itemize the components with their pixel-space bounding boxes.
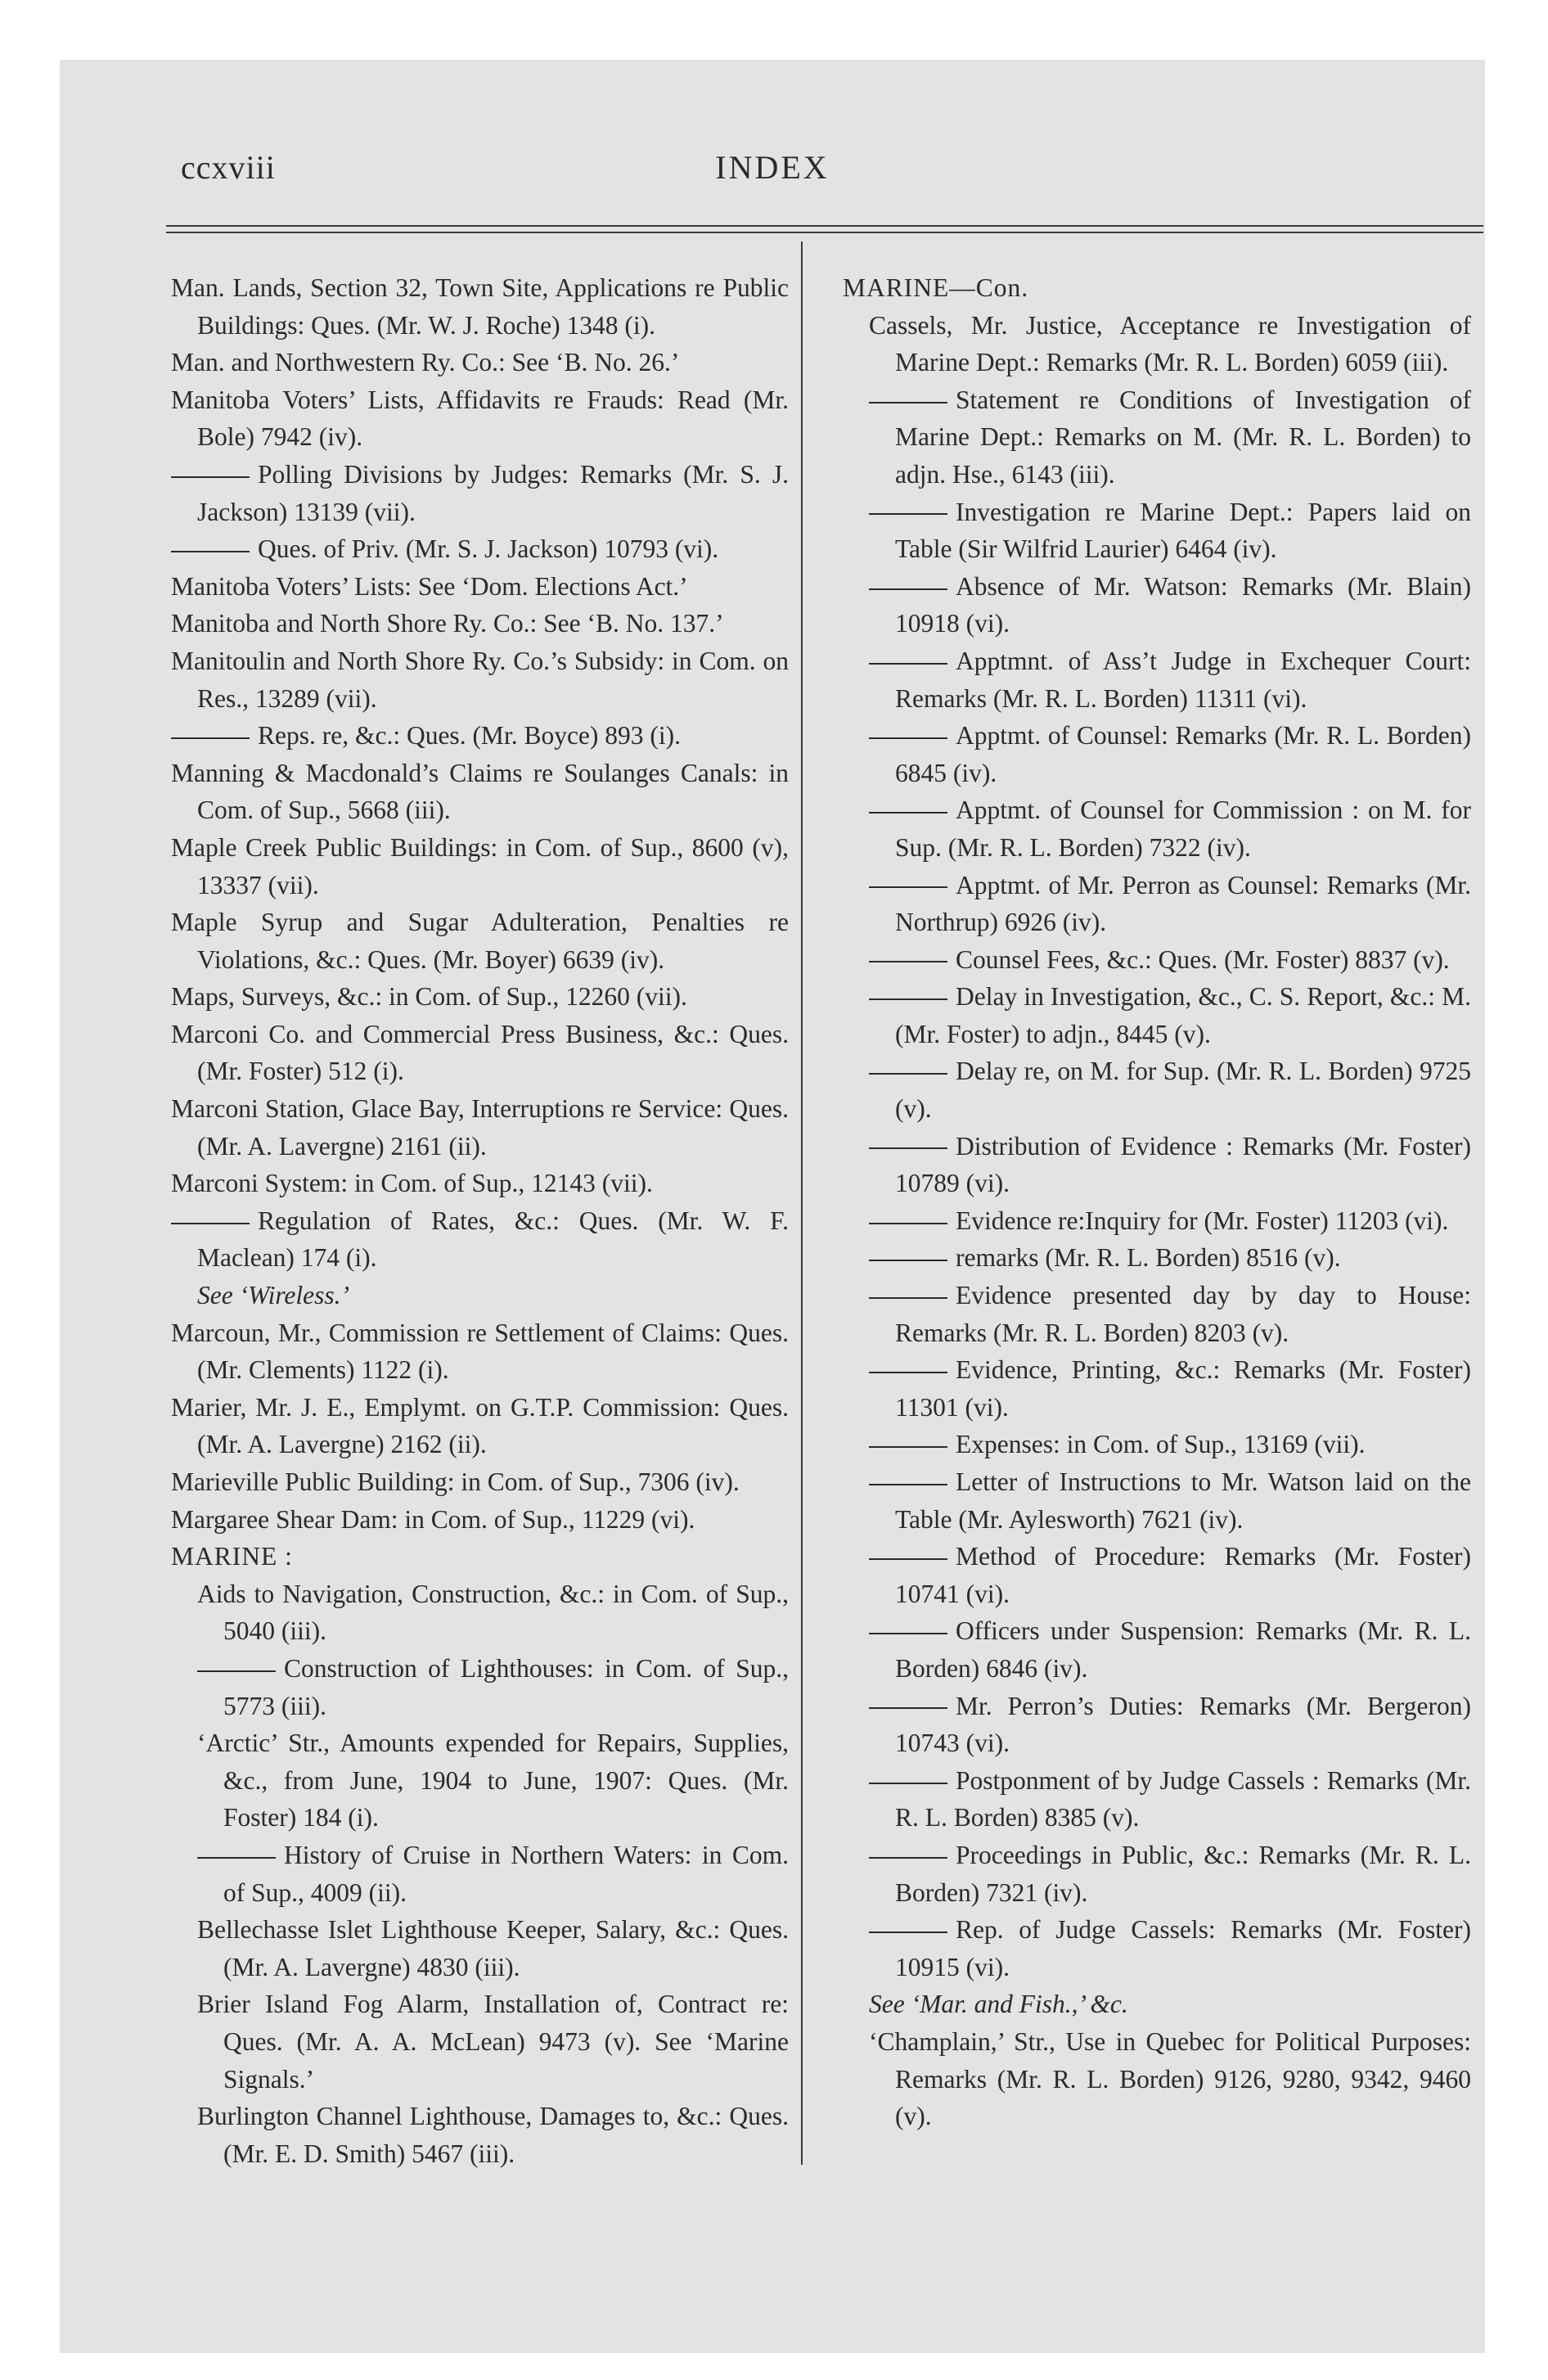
index-entry: Maple Creek Public Buildings: in Com. of Sup., 8600 (v), 13337 (vii). (171, 832, 789, 899)
index-subentry: Regulation of Rates, &c.: Ques. (Mr. W. F. Maclean) 174 (i). (171, 1202, 789, 1277)
index-subentry: Statement re Conditions of Investigation of Marine Dept.: Remarks on M. (Mr. R. L. Borden) to adjn. Hse., 6143 (iii). (843, 381, 1471, 494)
repeat-dash (869, 812, 947, 814)
index-entry: Brier Island Fog Alarm, Installation of, Contract re: Ques. (Mr. A. A. McLean) 9473 (v). See ‘Marine Signals.’ (197, 1990, 789, 2094)
index-subentry: Postponment of by Judge Cassels : Remarks (Mr. R. L. Borden) 8385 (v). (843, 1762, 1471, 1837)
index-subentry: Delay re, on M. for Sup. (Mr. R. L. Borden) 9725 (v). (843, 1053, 1471, 1127)
repeat-dash (171, 1223, 250, 1224)
index-subentry: Apptmt. of Mr. Perron as Counsel: Remarks (Mr. Northrup) 6926 (iv). (843, 867, 1471, 941)
index-subentry: Evidence, Printing, &c.: Remarks (Mr. Foster) 11301 (vi). (843, 1351, 1471, 1426)
repeat-dash (869, 886, 947, 888)
index-entry: Aids to Navigation, Construction, &c.: in Com. of Sup., 5040 (iii). (197, 1579, 789, 1646)
index-entry: ‘Arctic’ Str., Amounts expended for Repairs, Supplies, &c., from June, 1904 to June, 1907: Ques. (Mr. Foster) 184 (i). (197, 1729, 789, 1832)
index-subentry: Mr. Perron’s Duties: Remarks (Mr. Bergeron) 10743 (vi). (843, 1688, 1471, 1762)
index-subentry: History of Cruise in Northern Waters: in Com. of Sup., 4009 (ii). (171, 1837, 789, 1911)
index-entry: Manitoba Voters’ Lists, Affidavits re Frauds: Read (Mr. Bole) 7942 (iv). (171, 385, 789, 452)
index-entry: Marconi System: in Com. of Sup., 12143 (vii). (171, 1169, 653, 1198)
index-subentry: Absence of Mr. Watson: Remarks (Mr. Blain) 10918 (vi). (843, 568, 1471, 642)
index-entry: Manitoba and North Shore Ry. Co.: See ‘B. No. 137.’ (171, 609, 724, 638)
repeat-dash (197, 1670, 276, 1672)
repeat-dash (171, 737, 250, 739)
repeat-dash (869, 402, 947, 403)
repeat-dash (869, 588, 947, 590)
index-subentry: Method of Procedure: Remarks (Mr. Foster) 10741 (vi). (843, 1538, 1471, 1612)
repeat-dash (869, 998, 947, 1000)
cross-reference: See ‘Mar. and Fish.,’ &c. (869, 1990, 1128, 2019)
repeat-dash (869, 1783, 947, 1784)
index-subentry: Distribution of Evidence : Remarks (Mr. Foster) 10789 (vi). (843, 1128, 1471, 1202)
index-subentry: Evidence re:Inquiry for (Mr. Foster) 11203 (vi). (843, 1202, 1471, 1240)
index-entry: Maple Syrup and Sugar Adulteration, Penalties re Violations, &c.: Ques. (Mr. Boyer) 6639 (iv). (171, 908, 789, 974)
index-entry: ‘Champlain,’ Str., Use in Quebec for Political Purposes: Remarks (Mr. R. L. Borden) 9126, 9280, 9342, 9460 (v). (869, 2026, 1471, 2131)
repeat-dash (869, 1147, 947, 1149)
index-entry: Man. Lands, Section 32, Town Site, Applications re Public Buildings: Ques. (Mr. W. J. Roche) 1348 (i). (171, 273, 789, 340)
repeat-dash (171, 476, 250, 478)
index-entry: Maps, Surveys, &c.: in Com. of Sup., 12260 (vii). (171, 982, 687, 1012)
page-title: INDEX (715, 149, 830, 186)
index-subentry: Proceedings in Public, &c.: Remarks (Mr. R. L. Borden) 7321 (iv). (843, 1837, 1471, 1911)
index-subentry: Apptmt. of Counsel: Remarks (Mr. R. L. Borden) 6845 (iv). (843, 717, 1471, 791)
repeat-dash (869, 1446, 947, 1448)
index-subentry: Investigation re Marine Dept.: Papers laid on Table (Sir Wilfrid Laurier) 6464 (iv). (843, 494, 1471, 568)
page-folio: ccxviii (181, 149, 276, 186)
repeat-dash (869, 1260, 947, 1261)
index-subentry: Reps. re, &c.: Ques. (Mr. Boyce) 893 (i). (171, 717, 789, 755)
repeat-dash (869, 1707, 947, 1709)
repeat-dash (869, 961, 947, 962)
left-column (171, 269, 789, 2172)
header-rule-bottom (166, 232, 1483, 233)
repeat-dash (869, 1931, 947, 1933)
repeat-dash (869, 1297, 947, 1299)
index-subentry: Rep. of Judge Cassels: Remarks (Mr. Foster) 10915 (vi). (843, 1911, 1471, 1986)
index-subentry: Letter of Instructions to Mr. Watson laid on the Table (Mr. Aylesworth) 7621 (iv). (843, 1463, 1471, 1538)
index-page (60, 60, 1485, 2353)
repeat-dash (869, 1073, 947, 1075)
index-entry: Marconi Station, Glace Bay, Interruptions re Service: Ques. (Mr. A. Lavergne) 2161 (ii). (171, 1094, 789, 1161)
repeat-dash (869, 663, 947, 665)
repeat-dash (171, 551, 250, 552)
repeat-dash (869, 737, 947, 739)
index-subentry: Ques. of Priv. (Mr. S. J. Jackson) 10793 (vi). (171, 530, 789, 568)
repeat-dash (869, 1558, 947, 1560)
index-subentry: Apptmnt. of Ass’t Judge in Exchequer Court: Remarks (Mr. R. L. Borden) 11311 (vi). (843, 642, 1471, 717)
index-entry: Bellechasse Islet Lighthouse Keeper, Salary, &c.: Ques. (Mr. A. Lavergne) 4830 (iii). (197, 1915, 789, 1981)
repeat-dash (869, 513, 947, 515)
index-subentry: Expenses: in Com. of Sup., 13169 (vii). (843, 1426, 1471, 1463)
column-separator (801, 241, 803, 2165)
repeat-dash (869, 1857, 947, 1859)
index-entry: Manning & Macdonald’s Claims re Soulanges Canals: in Com. of Sup., 5668 (iii). (171, 758, 789, 825)
section-heading: MARINE : (171, 1542, 293, 1571)
index-entry: Marieville Public Building: in Com. of Sup., 7306 (iv). (171, 1467, 740, 1496)
index-subentry: Apptmt. of Counsel for Commission : on M. for Sup. (Mr. R. L. Borden) 7322 (iv). (843, 791, 1471, 866)
index-entry: Manitoulin and North Shore Ry. Co.’s Subsidy: in Com. on Res., 13289 (vii). (171, 646, 789, 713)
repeat-dash (197, 1857, 276, 1859)
index-subentry: Delay in Investigation, &c., C. S. Report, &c.: M. (Mr. Foster) to adjn., 8445 (v). (843, 978, 1471, 1053)
repeat-dash (869, 1633, 947, 1634)
repeat-dash (869, 1223, 947, 1224)
right-column (843, 269, 1471, 2135)
header-rule-top (166, 225, 1483, 227)
index-entry: Man. and Northwestern Ry. Co.: See ‘B. No. 26.’ (171, 348, 680, 377)
index-entry: Manitoba Voters’ Lists: See ‘Dom. Elections Act.’ (171, 571, 688, 601)
index-entry: Margaree Shear Dam: in Com. of Sup., 11229 (vi). (171, 1504, 695, 1534)
index-entry: Burlington Channel Lighthouse, Damages to, &c.: Ques. (Mr. E. D. Smith) 5467 (iii). (197, 2102, 789, 2168)
repeat-dash (869, 1484, 947, 1485)
section-heading: MARINE—Con. (843, 273, 1029, 302)
repeat-dash (869, 1372, 947, 1373)
index-subentry: Construction of Lighthouses: in Com. of Sup., 5773 (iii). (171, 1650, 789, 1724)
index-subentry: Officers under Suspension: Remarks (Mr. R. L. Borden) 6846 (iv). (843, 1612, 1471, 1687)
index-subentry: Evidence presented day by day to House: Remarks (Mr. R. L. Borden) 8203 (v). (843, 1277, 1471, 1351)
cross-reference: See ‘Wireless.’ (197, 1281, 350, 1310)
index-entry: Cassels, Mr. Justice, Acceptance re Investigation of Marine Dept.: Remarks (Mr. R. L. Borden) 6059 (iii). (869, 310, 1471, 377)
index-subentry: remarks (Mr. R. L. Borden) 8516 (v). (843, 1239, 1471, 1277)
index-subentry: Counsel Fees, &c.: Ques. (Mr. Foster) 8837 (v). (843, 941, 1471, 979)
index-entry: Marconi Co. and Commercial Press Business, &c.: Ques. (Mr. Foster) 512 (i). (171, 1019, 789, 1086)
index-entry: Marier, Mr. J. E., Emplymt. on G.T.P. Commission: Ques. (Mr. A. Lavergne) 2162 (ii). (171, 1392, 789, 1459)
running-head (60, 148, 1485, 197)
index-subentry: Polling Divisions by Judges: Remarks (Mr. S. J. Jackson) 13139 (vii). (171, 456, 789, 530)
index-entry: Marcoun, Mr., Commission re Settlement of Claims: Ques. (Mr. Clements) 1122 (i). (171, 1318, 789, 1385)
